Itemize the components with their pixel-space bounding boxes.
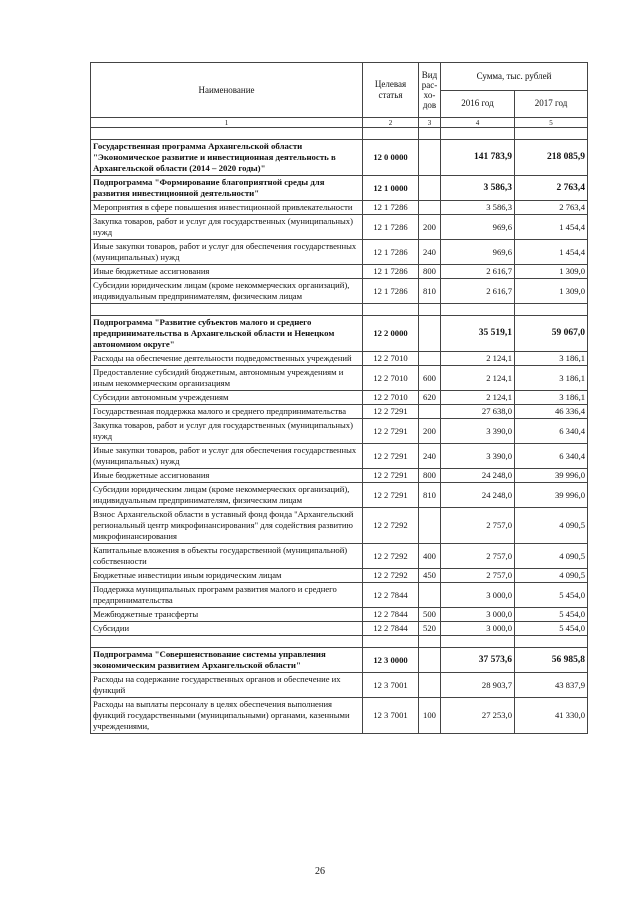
cell-target-code: 12 2 7844 bbox=[363, 608, 419, 622]
cell-sum-2017: 2 763,4 bbox=[515, 176, 588, 201]
cell-expense-type: 800 bbox=[419, 469, 441, 483]
cell-target-code: 12 2 7291 bbox=[363, 483, 419, 508]
cell-sum-2016: 3 390,0 bbox=[441, 444, 515, 469]
cell-target-code: 12 2 7010 bbox=[363, 366, 419, 391]
table-row bbox=[91, 544, 588, 569]
cell-sum-2017: 3 186,1 bbox=[515, 352, 588, 366]
cell-expense-type bbox=[419, 316, 441, 352]
cell-expense-type bbox=[419, 201, 441, 215]
cell-sum-2017: 41 330,0 bbox=[515, 698, 588, 734]
cell-expense-type bbox=[419, 508, 441, 544]
cell-expense-type: 400 bbox=[419, 544, 441, 569]
cell-target-code: 12 3 7001 bbox=[363, 698, 419, 734]
table-row bbox=[91, 673, 588, 698]
table-row bbox=[91, 352, 588, 366]
empty-cell bbox=[91, 636, 363, 648]
table-row bbox=[91, 622, 588, 636]
cell-sum-2016: 3 390,0 bbox=[441, 419, 515, 444]
cell-sum-2016: 2 757,0 bbox=[441, 544, 515, 569]
table-row bbox=[91, 444, 588, 469]
cell-expense-type: 200 bbox=[419, 215, 441, 240]
cell-name: Расходы на содержание государственных органов и обеспечение их функций bbox=[91, 673, 363, 698]
table-row bbox=[91, 279, 588, 304]
cell-sum-2017: 1 454,4 bbox=[515, 215, 588, 240]
empty-cell bbox=[419, 128, 441, 140]
cell-sum-2017: 59 067,0 bbox=[515, 316, 588, 352]
empty-cell bbox=[515, 636, 588, 648]
cell-name: Субсидии bbox=[91, 622, 363, 636]
cell-target-code: 12 1 7286 bbox=[363, 215, 419, 240]
cell-sum-2016: 37 573,6 bbox=[441, 648, 515, 673]
table-row bbox=[91, 366, 588, 391]
empty-cell bbox=[441, 128, 515, 140]
cell-expense-type: 100 bbox=[419, 698, 441, 734]
cell-expense-type: 500 bbox=[419, 608, 441, 622]
empty-cell bbox=[441, 304, 515, 316]
cell-sum-2016: 141 783,9 bbox=[441, 140, 515, 176]
cell-name: Субсидии юридическим лицам (кроме некоммерческих организаций), индивидуальным предпринимателям, физическим лицам bbox=[91, 483, 363, 508]
cell-sum-2017: 6 340,4 bbox=[515, 444, 588, 469]
cell-target-code: 12 2 7010 bbox=[363, 391, 419, 405]
header-type: Вид рас-хо-дов bbox=[419, 63, 441, 118]
cell-name: Предоставление субсидий бюджетным, автономным учреждениям и иным некоммерческим организациям bbox=[91, 366, 363, 391]
cell-sum-2017: 3 186,1 bbox=[515, 366, 588, 391]
spacer-row bbox=[91, 128, 588, 140]
cell-expense-type: 520 bbox=[419, 622, 441, 636]
header-year-2017: 2017 год bbox=[515, 90, 588, 118]
empty-cell bbox=[419, 304, 441, 316]
cell-target-code: 12 2 7291 bbox=[363, 419, 419, 444]
cell-name: Подпрограмма "Совершенствование системы управления экономическим развитием Архангельской области" bbox=[91, 648, 363, 673]
table-row bbox=[91, 608, 588, 622]
cell-expense-type: 600 bbox=[419, 366, 441, 391]
cell-sum-2017: 1 309,0 bbox=[515, 265, 588, 279]
cell-expense-type: 200 bbox=[419, 419, 441, 444]
table-row bbox=[91, 698, 588, 734]
cell-name: Государственная поддержка малого и среднего предпринимательства bbox=[91, 405, 363, 419]
cell-sum-2017: 43 837,9 bbox=[515, 673, 588, 698]
cell-name: Государственная программа Архангельской области "Экономическое развитие и инвестиционная деятельность в Архангельской области (2014 – 2020 годы)" bbox=[91, 140, 363, 176]
cell-target-code: 12 2 7291 bbox=[363, 469, 419, 483]
cell-target-code: 12 1 7286 bbox=[363, 279, 419, 304]
cell-expense-type bbox=[419, 405, 441, 419]
spacer-row bbox=[91, 636, 588, 648]
cell-target-code: 12 3 0000 bbox=[363, 648, 419, 673]
cell-sum-2016: 3 000,0 bbox=[441, 622, 515, 636]
table-row bbox=[91, 240, 588, 265]
cell-name: Взнос Архангельской области в уставный фонд фонда "Архангельский региональный центр микрофинансирования" для содействия развитию микрофинансирования bbox=[91, 508, 363, 544]
cell-name: Расходы на выплаты персоналу в целях обеспечения выполнения функций государственными (муниципальными) органами, казенными учреждениями, bbox=[91, 698, 363, 734]
cell-target-code: 12 2 7292 bbox=[363, 508, 419, 544]
cell-name: Иные бюджетные ассигнования bbox=[91, 265, 363, 279]
program-row bbox=[91, 140, 588, 176]
cell-target-code: 12 2 7844 bbox=[363, 583, 419, 608]
cell-target-code: 12 3 7001 bbox=[363, 673, 419, 698]
cell-expense-type bbox=[419, 648, 441, 673]
cell-sum-2017: 218 085,9 bbox=[515, 140, 588, 176]
cell-sum-2016: 2 616,7 bbox=[441, 265, 515, 279]
cell-sum-2016: 3 000,0 bbox=[441, 583, 515, 608]
cell-name: Капитальные вложения в объекты государственной (муниципальной) собственности bbox=[91, 544, 363, 569]
cell-expense-type bbox=[419, 176, 441, 201]
cell-name: Иные бюджетные ассигнования bbox=[91, 469, 363, 483]
cell-target-code: 12 2 7291 bbox=[363, 405, 419, 419]
cell-name: Иные закупки товаров, работ и услуг для обеспечения государственных (муниципальных) нужд bbox=[91, 444, 363, 469]
cell-name: Субсидии юридическим лицам (кроме некоммерческих организаций), индивидуальным предпринимателям, физическим лицам bbox=[91, 279, 363, 304]
cell-name: Межбюджетные трансферты bbox=[91, 608, 363, 622]
cell-name: Расходы на обеспечение деятельности подведомственных учреждений bbox=[91, 352, 363, 366]
cell-sum-2016: 24 248,0 bbox=[441, 483, 515, 508]
budget-table bbox=[90, 62, 588, 734]
cell-sum-2016: 27 253,0 bbox=[441, 698, 515, 734]
table-row bbox=[91, 215, 588, 240]
header-year-2016: 2016 год bbox=[441, 90, 515, 118]
cell-expense-type: 800 bbox=[419, 265, 441, 279]
cell-sum-2016: 2 757,0 bbox=[441, 508, 515, 544]
cell-expense-type: 240 bbox=[419, 240, 441, 265]
empty-cell bbox=[91, 304, 363, 316]
program-row bbox=[91, 316, 588, 352]
cell-sum-2016: 24 248,0 bbox=[441, 469, 515, 483]
cell-target-code: 12 1 7286 bbox=[363, 265, 419, 279]
table-row bbox=[91, 583, 588, 608]
table-row bbox=[91, 405, 588, 419]
cell-sum-2016: 3 000,0 bbox=[441, 608, 515, 622]
table-row bbox=[91, 569, 588, 583]
cell-sum-2017: 56 985,8 bbox=[515, 648, 588, 673]
cell-name: Иные закупки товаров, работ и услуг для обеспечения государственных (муниципальных) нужд bbox=[91, 240, 363, 265]
cell-sum-2016: 969,6 bbox=[441, 240, 515, 265]
empty-cell bbox=[363, 128, 419, 140]
cell-target-code: 12 1 7286 bbox=[363, 201, 419, 215]
table-row bbox=[91, 508, 588, 544]
empty-cell bbox=[91, 128, 363, 140]
cell-name: Поддержка муниципальных программ развития малого и среднего предпринимательства bbox=[91, 583, 363, 608]
cell-target-code: 12 2 7292 bbox=[363, 569, 419, 583]
empty-cell bbox=[515, 304, 588, 316]
table-row bbox=[91, 419, 588, 444]
cell-sum-2016: 2 616,7 bbox=[441, 279, 515, 304]
cell-sum-2017: 2 763,4 bbox=[515, 201, 588, 215]
empty-cell bbox=[363, 304, 419, 316]
cell-name: Мероприятия в сфере повышения инвестиционной привлекательности bbox=[91, 201, 363, 215]
cell-expense-type: 620 bbox=[419, 391, 441, 405]
cell-sum-2017: 5 454,0 bbox=[515, 608, 588, 622]
column-index-row bbox=[91, 118, 588, 128]
header-row bbox=[91, 63, 588, 91]
cell-sum-2017: 5 454,0 bbox=[515, 622, 588, 636]
cell-sum-2016: 3 586,3 bbox=[441, 176, 515, 201]
cell-sum-2017: 5 454,0 bbox=[515, 583, 588, 608]
cell-name: Бюджетные инвестиции иным юридическим лицам bbox=[91, 569, 363, 583]
cell-name: Субсидии автономным учреждениям bbox=[91, 391, 363, 405]
cell-target-code: 12 1 7286 bbox=[363, 240, 419, 265]
table-row bbox=[91, 483, 588, 508]
program-row bbox=[91, 176, 588, 201]
cell-sum-2017: 46 336,4 bbox=[515, 405, 588, 419]
page-number: 26 bbox=[315, 866, 325, 877]
cell-target-code: 12 2 7291 bbox=[363, 444, 419, 469]
column-index: 5 bbox=[515, 118, 588, 128]
cell-name: Закупка товаров, работ и услуг для государственных (муниципальных) нужд bbox=[91, 419, 363, 444]
column-index: 4 bbox=[441, 118, 515, 128]
cell-sum-2017: 4 090,5 bbox=[515, 544, 588, 569]
cell-sum-2016: 2 124,1 bbox=[441, 352, 515, 366]
table-row bbox=[91, 469, 588, 483]
cell-expense-type bbox=[419, 140, 441, 176]
cell-sum-2017: 4 090,5 bbox=[515, 569, 588, 583]
cell-expense-type bbox=[419, 673, 441, 698]
cell-target-code: 12 2 7292 bbox=[363, 544, 419, 569]
program-row bbox=[91, 648, 588, 673]
empty-cell bbox=[363, 636, 419, 648]
cell-target-code: 12 0 0000 bbox=[363, 140, 419, 176]
cell-sum-2016: 27 638,0 bbox=[441, 405, 515, 419]
cell-sum-2016: 28 903,7 bbox=[441, 673, 515, 698]
cell-target-code: 12 2 0000 bbox=[363, 316, 419, 352]
empty-cell bbox=[419, 636, 441, 648]
table-row bbox=[91, 391, 588, 405]
table-row bbox=[91, 265, 588, 279]
column-index: 2 bbox=[363, 118, 419, 128]
table-body bbox=[91, 63, 588, 734]
cell-target-code: 12 2 7844 bbox=[363, 622, 419, 636]
cell-target-code: 12 1 0000 bbox=[363, 176, 419, 201]
cell-expense-type: 240 bbox=[419, 444, 441, 469]
cell-sum-2016: 969,6 bbox=[441, 215, 515, 240]
cell-sum-2016: 3 586,3 bbox=[441, 201, 515, 215]
table-row bbox=[91, 201, 588, 215]
column-index: 3 bbox=[419, 118, 441, 128]
cell-sum-2017: 1 454,4 bbox=[515, 240, 588, 265]
cell-expense-type: 810 bbox=[419, 483, 441, 508]
header-code: Целевая статья bbox=[363, 63, 419, 118]
cell-name: Подпрограмма "Формирование благоприятной среды для развития инвестиционной деятельности" bbox=[91, 176, 363, 201]
cell-name: Подпрограмма "Развитие субъектов малого и среднего предпринимательства в Архангельской области и Ненецком автономном округе" bbox=[91, 316, 363, 352]
cell-sum-2016: 2 124,1 bbox=[441, 366, 515, 391]
cell-name: Закупка товаров, работ и услуг для государственных (муниципальных) нужд bbox=[91, 215, 363, 240]
cell-sum-2017: 39 996,0 bbox=[515, 483, 588, 508]
cell-sum-2016: 2 124,1 bbox=[441, 391, 515, 405]
cell-expense-type: 810 bbox=[419, 279, 441, 304]
header-sum: Сумма, тыс. рублей bbox=[441, 63, 588, 91]
cell-sum-2017: 6 340,4 bbox=[515, 419, 588, 444]
cell-expense-type: 450 bbox=[419, 569, 441, 583]
empty-cell bbox=[515, 128, 588, 140]
cell-sum-2017: 4 090,5 bbox=[515, 508, 588, 544]
cell-sum-2017: 3 186,1 bbox=[515, 391, 588, 405]
cell-sum-2017: 39 996,0 bbox=[515, 469, 588, 483]
cell-target-code: 12 2 7010 bbox=[363, 352, 419, 366]
spacer-row bbox=[91, 304, 588, 316]
column-index: 1 bbox=[91, 118, 363, 128]
empty-cell bbox=[441, 636, 515, 648]
cell-expense-type bbox=[419, 583, 441, 608]
header-name: Наименование bbox=[91, 63, 363, 118]
cell-sum-2016: 35 519,1 bbox=[441, 316, 515, 352]
cell-sum-2017: 1 309,0 bbox=[515, 279, 588, 304]
cell-sum-2016: 2 757,0 bbox=[441, 569, 515, 583]
cell-expense-type bbox=[419, 352, 441, 366]
